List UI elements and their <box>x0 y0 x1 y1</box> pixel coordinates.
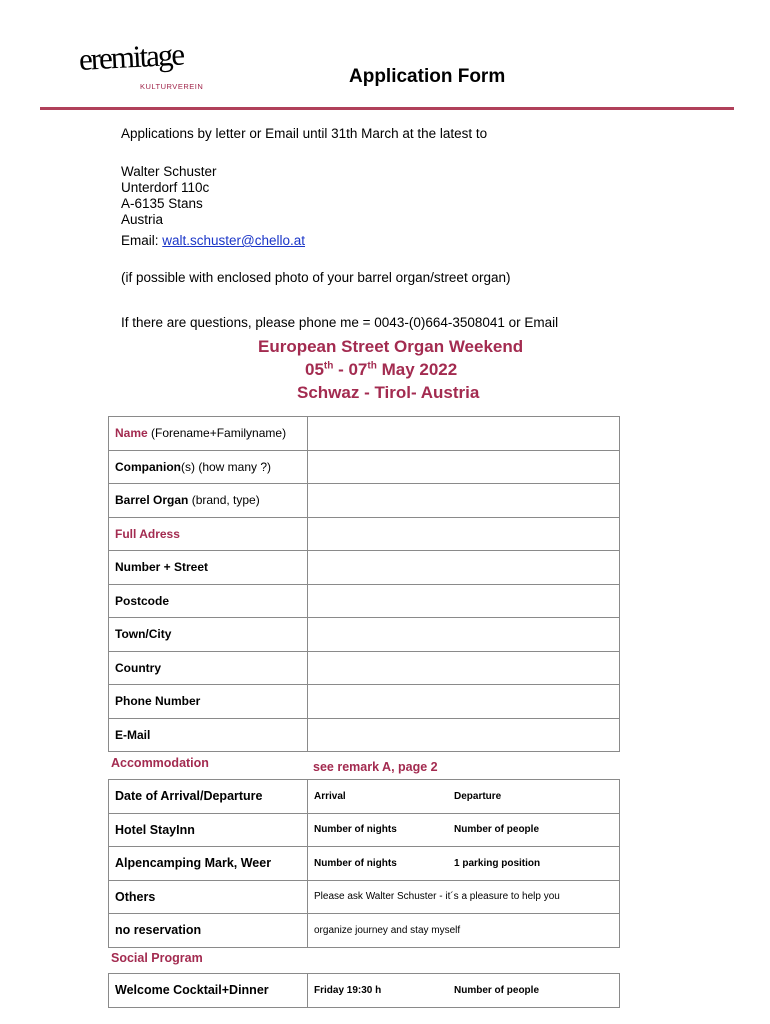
name-label: Name <box>115 426 148 441</box>
organ-field[interactable] <box>308 484 620 518</box>
event-date-suffix: th <box>367 360 377 372</box>
event-name: European Street Organ Weekend <box>258 337 524 356</box>
camping-label: Alpencamping Mark, Weer <box>109 847 308 881</box>
table-row <box>109 685 620 719</box>
personal-data-table <box>108 416 620 752</box>
companion-label-cell <box>109 450 308 484</box>
town-field[interactable] <box>308 618 620 652</box>
event-location: Schwaz - Tirol- Austria <box>297 383 480 402</box>
phone-label: Phone Number <box>109 685 308 719</box>
email-label: Email: <box>121 233 163 248</box>
table-row <box>109 780 620 814</box>
logo-wordmark: eremitage <box>78 36 184 77</box>
departure-label: Departure <box>454 790 502 802</box>
page-title: Application Form <box>349 66 506 87</box>
social-program-table <box>108 973 620 1008</box>
event-date-end: - 07 <box>333 360 368 379</box>
address-line: Austria <box>121 212 164 227</box>
questions-text: If there are questions, please phone me = 0043-(0)664-3508041 or Email <box>121 315 559 330</box>
nights-label: Number of nights <box>314 824 397 836</box>
postcode-label: Postcode <box>109 584 308 618</box>
number-street-field[interactable] <box>308 551 620 585</box>
table-row <box>109 914 620 948</box>
people-label: Number of people <box>454 984 540 996</box>
table-row <box>109 651 620 685</box>
organ-label: Barrel Organ <box>115 493 189 508</box>
address-line: A-6135 Stans <box>121 196 203 211</box>
town-label: Town/City <box>109 618 308 652</box>
nights-label: Number of nights <box>314 857 397 869</box>
organ-label-cell <box>109 484 308 518</box>
address-block <box>121 164 217 228</box>
postcode-field[interactable] <box>308 584 620 618</box>
phone-field[interactable] <box>308 685 620 719</box>
email-link[interactable]: walt.schuster@chello.at <box>162 233 306 248</box>
table-row <box>109 974 620 1008</box>
table-row <box>109 813 620 847</box>
others-field[interactable]: Please ask Walter Schuster - it´s a pleasure to help you <box>308 880 620 914</box>
number-street-label: Number + Street <box>109 551 308 585</box>
table-row <box>109 517 620 551</box>
eremitage-logo <box>78 36 228 94</box>
table-row <box>109 450 620 484</box>
header-divider <box>40 107 734 110</box>
table-row <box>109 584 620 618</box>
event-date-month: May 2022 <box>376 360 458 379</box>
arrival-label: Arrival <box>314 790 346 802</box>
name-label-cell <box>109 417 308 451</box>
table-row <box>109 618 620 652</box>
table-row <box>109 551 620 585</box>
photo-note: (if possible with enclosed photo of your barrel organ/street organ) <box>121 270 511 285</box>
address-line: Unterdorf 110c <box>121 180 210 195</box>
no-reservation-field[interactable]: organize journey and stay myself <box>308 914 620 948</box>
no-reservation-label: no reservation <box>109 914 308 948</box>
hotel-label: Hotel StayInn <box>109 813 308 847</box>
email-input-field[interactable] <box>308 718 620 752</box>
arrival-departure-label: Date of Arrival/Departure <box>109 780 308 814</box>
name-field[interactable] <box>308 417 620 451</box>
country-label: Country <box>109 651 308 685</box>
companion-label: Companion <box>115 459 181 474</box>
table-row <box>109 847 620 881</box>
others-label: Others <box>109 880 308 914</box>
email-line <box>121 233 305 249</box>
accommodation-remark: see remark A, page 2 <box>313 760 438 774</box>
companion-field[interactable] <box>308 450 620 484</box>
full-address-label: Full Adress <box>109 517 308 551</box>
welcome-cocktail-field[interactable] <box>308 974 620 1008</box>
people-label: Number of people <box>454 824 540 836</box>
table-row <box>109 417 620 451</box>
table-row <box>109 718 620 752</box>
event-time: Friday 19:30 h <box>314 984 382 996</box>
welcome-cocktail-label: Welcome Cocktail+Dinner <box>109 974 308 1008</box>
table-row <box>109 880 620 914</box>
accommodation-heading: Accommodation <box>111 756 209 770</box>
companion-hint: (s) (how many ?) <box>181 459 272 474</box>
address-line: Walter Schuster <box>121 164 217 179</box>
event-date-start: 05 <box>305 360 324 379</box>
organ-hint: (brand, type) <box>188 493 260 508</box>
hotel-field[interactable] <box>308 813 620 847</box>
arrival-departure-field[interactable] <box>308 780 620 814</box>
accommodation-table <box>108 779 620 948</box>
event-date-suffix: th <box>323 360 334 372</box>
parking-label: 1 parking position <box>454 857 541 869</box>
deadline-text: Applications by letter or Email until 31th March at the latest to <box>121 126 488 141</box>
logo-subtitle: KULTURVEREIN <box>140 82 204 91</box>
social-program-heading: Social Program <box>111 951 203 965</box>
camping-field[interactable] <box>308 847 620 881</box>
country-field[interactable] <box>308 651 620 685</box>
event-dates <box>305 360 457 380</box>
table-row <box>109 484 620 518</box>
name-hint: (Forename+Familyname) <box>147 426 287 441</box>
full-address-field[interactable] <box>308 517 620 551</box>
email-field-label: E-Mail <box>109 718 308 752</box>
